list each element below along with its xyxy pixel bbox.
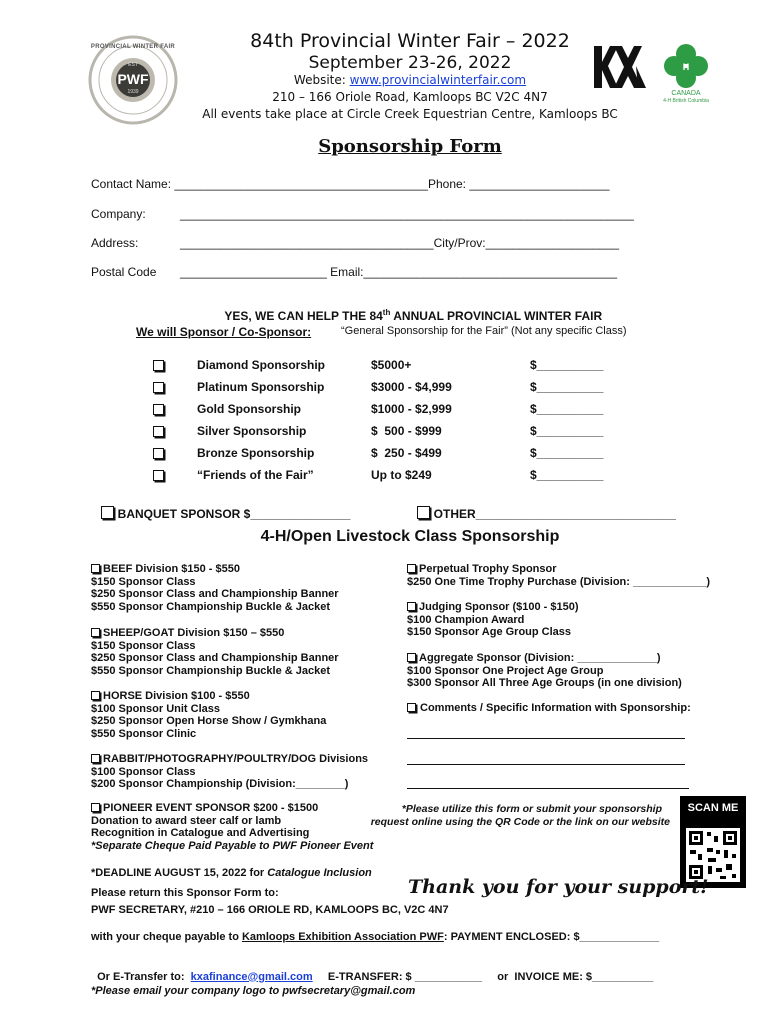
level-amount[interactable]: $__________	[530, 380, 604, 394]
beef-section-heading[interactable]: BEEF Division $150 - $550	[91, 563, 391, 576]
sponsor-intro-label: We will Sponsor / Co-Sponsor:	[136, 325, 312, 339]
pioneer-section-line: Donation to award steer calf or lamb	[91, 814, 282, 827]
checkbox-icon[interactable]	[417, 506, 430, 519]
kxa-logo	[592, 42, 648, 92]
pwf-logo-year: 1939	[127, 89, 139, 95]
level-amount[interactable]: $__________	[530, 358, 604, 372]
return-label: Please return this Sponsor Form to:	[91, 887, 279, 899]
deadline: *DEADLINE AUGUST 15, 2022 for Catalogue Inclusion	[91, 867, 372, 879]
checkbox-icon[interactable]	[407, 602, 416, 611]
level-range: $ 500 - $999	[371, 424, 442, 438]
judging-section-line: $150 Sponsor Age Group Class	[407, 626, 572, 639]
fair-title: 84th Provincial Winter Fair – 2022	[250, 30, 570, 52]
website-label: Website:	[293, 73, 346, 87]
level-name: Bronze Sponsorship	[197, 446, 315, 460]
comments-label[interactable]: Comments / Specific Information with Sponsorship:	[407, 702, 691, 715]
level-amount[interactable]: $__________	[530, 446, 604, 460]
checkbox-icon[interactable]	[407, 703, 416, 712]
website-line	[180, 73, 640, 87]
banquet-sponsor[interactable]: BANQUET SPONSOR $_______________	[94, 492, 350, 521]
sheep-section-heading[interactable]: SHEEP/GOAT Division $150 – $550	[91, 627, 391, 640]
pioneer-section-line: Recognition in Catalogue and Advertising	[91, 827, 310, 840]
level-range: $3000 - $4,999	[371, 380, 452, 394]
level-range: Up to $249	[371, 468, 432, 482]
comments-line-3[interactable]	[407, 788, 689, 789]
checkbox-icon[interactable]	[91, 754, 100, 763]
checkbox-icon[interactable]	[153, 448, 164, 459]
checkbox-icon[interactable]	[153, 382, 164, 393]
perpetual-section-heading[interactable]: Perpetual Trophy Sponsor	[407, 563, 737, 576]
beef-section-line: $250 Sponsor Class and Championship Banner	[91, 588, 339, 601]
checkbox-icon[interactable]	[407, 653, 416, 662]
checkbox-icon[interactable]	[153, 360, 164, 371]
pwf-logo-est: EST	[128, 62, 138, 68]
checkbox-icon[interactable]	[153, 426, 164, 437]
horse-section-heading[interactable]: HORSE Division $100 - $550	[91, 690, 391, 703]
checkbox-icon[interactable]	[91, 691, 100, 700]
sheep-section-line: $550 Sponsor Championship Buckle & Jacket	[91, 664, 331, 677]
company-field[interactable]: ____________________________________________________________________	[180, 207, 634, 221]
horse-section-line: $250 Sponsor Open Horse Show / Gymkhana	[91, 715, 327, 728]
checkbox-icon[interactable]	[153, 404, 164, 415]
level-amount[interactable]: $__________	[530, 468, 604, 482]
yes-heading: YES, WE CAN HELP THE 84th ANNUAL PROVINCIAL WINTER FAIR	[224, 308, 603, 323]
fair-address: 210 – 166 Oriole Road, Kamloops BC V2C 4N7	[272, 90, 548, 104]
pwf-logo-center: PWF	[117, 71, 149, 87]
rabbit-section-line: $100 Sponsor Class	[91, 765, 196, 778]
form-title: Sponsorship Form	[318, 136, 502, 157]
rabbit-section	[91, 753, 391, 791]
horse-section	[91, 690, 391, 740]
comments-line-1[interactable]	[407, 738, 685, 739]
fair-venue: All events take place at Circle Creek Equestrian Centre, Kamloops BC	[202, 107, 618, 121]
address-label: Address:	[91, 236, 139, 250]
judging-section-line: $100 Champion Award	[407, 613, 525, 626]
four-h-sub: 4-H British Columbia	[663, 98, 709, 104]
checkbox-icon[interactable]	[91, 803, 100, 812]
aggregate-section-line: $300 Sponsor All Three Age Groups (in one division)	[407, 677, 682, 690]
judging-section-heading[interactable]: Judging Sponsor ($100 - $150)	[407, 601, 737, 614]
level-name: Platinum Sponsorship	[197, 380, 325, 394]
four-h-logo	[657, 42, 715, 104]
checkbox-icon[interactable]	[91, 628, 100, 637]
return-address: PWF SECRETARY, #210 – 166 ORIOLE RD, KAMLOOPS BC, V2C 4N7	[91, 904, 449, 916]
checkbox-icon[interactable]	[101, 506, 114, 519]
sheep-section-line: $250 Sponsor Class and Championship Banner	[91, 652, 339, 665]
perpetual-section-line: $250 One Time Trophy Purchase (Division: ____________)	[407, 575, 711, 588]
level-name: Diamond Sponsorship	[197, 358, 326, 372]
logo-note: *Please email your company logo to pwfsecretary@gmail.com	[91, 985, 416, 997]
rabbit-section-heading[interactable]: RABBIT/PHOTOGRAPHY/POULTRY/DOG Divisions	[91, 753, 391, 766]
website-link[interactable]: www.provincialwinterfair.com	[349, 73, 527, 87]
sheep-section	[91, 627, 391, 677]
perpetual-section	[407, 563, 737, 588]
checkbox-icon[interactable]	[91, 564, 100, 573]
contact-name-line[interactable]: Contact Name: ______________________________________Phone: _____________________	[91, 177, 610, 191]
aggregate-section-heading[interactable]: Aggregate Sponsor (Division: _____________)	[407, 652, 737, 665]
company-label: Company:	[91, 207, 146, 221]
postal-label: Postal Code	[91, 265, 157, 279]
level-range: $ 250 - $499	[371, 446, 442, 460]
beef-section	[91, 563, 391, 613]
rabbit-section-line: $200 Sponsor Championship (Division:________)	[91, 778, 349, 791]
level-name: Silver Sponsorship	[197, 424, 307, 438]
checkbox-icon[interactable]	[407, 564, 416, 573]
qr-note: *Please utilize this form or submit your sponsorship request online using the QR Code or the link on our website	[370, 803, 670, 828]
level-name: “Friends of the Fair”	[197, 468, 314, 482]
level-amount[interactable]: $__________	[530, 424, 604, 438]
level-amount[interactable]: $__________	[530, 402, 604, 416]
horse-section-line: $550 Sponsor Clinic	[91, 727, 197, 740]
payee: Kamloops Exhibition Association PWF	[241, 931, 444, 943]
postal-email-field[interactable]: ______________________ Email:______________________________________	[180, 265, 618, 279]
comments-line-2[interactable]	[407, 764, 685, 765]
pioneer-section-heading[interactable]: PIONEER EVENT SPONSOR $200 - $1500	[91, 802, 401, 815]
cheque-line: with your cheque payable to Kamloops Exhibition Association PWF: PAYMENT ENCLOSED: $_____________	[91, 931, 660, 943]
address-field[interactable]: ______________________________________City/Prov:____________________	[180, 236, 620, 250]
aggregate-section-line: $100 Sponsor One Project Age Group	[407, 664, 604, 677]
qr-code[interactable]	[680, 796, 746, 888]
sheep-section-line: $150 Sponsor Class	[91, 639, 196, 652]
level-range: $1000 - $2,999	[371, 402, 452, 416]
level-name: Gold Sponsorship	[197, 402, 301, 416]
four-h-country: CANADA	[671, 90, 701, 97]
scan-me-label: SCAN ME	[687, 802, 739, 814]
level-range: $5000+	[371, 358, 412, 372]
other-sponsor[interactable]: OTHER______________________________	[410, 492, 676, 521]
thank-you: Thank you for your support!	[408, 876, 709, 898]
aggregate-section	[407, 652, 737, 690]
sponsor-intro-note: “General Sponsorship for the Fair” (Not any specific Class)	[341, 325, 627, 337]
etransfer-line: Or E-Transfer to: kxafinance@gmail.com E-TRANSFER: $ ___________ or INVOICE ME: $__________	[97, 970, 654, 983]
fair-dates: September 23-26, 2022	[308, 53, 512, 73]
checkbox-icon[interactable]	[153, 470, 164, 481]
beef-section-line: $150 Sponsor Class	[91, 575, 196, 588]
etransfer-email-link[interactable]: kxafinance@gmail.com	[190, 970, 313, 983]
horse-section-line: $100 Sponsor Unit Class	[91, 702, 220, 715]
beef-section-line: $550 Sponsor Championship Buckle & Jacket	[91, 600, 331, 613]
judging-section	[407, 601, 737, 639]
svg-text:H: H	[682, 62, 690, 72]
livestock-title: 4-H/Open Livestock Class Sponsorship	[260, 528, 560, 545]
qr-code-icon	[686, 828, 740, 882]
pioneer-section-line: *Separate Cheque Paid Payable to PWF Pioneer Event	[91, 839, 374, 852]
pwf-logo-ring-text: PROVINCIAL WINTER FAIR	[90, 44, 176, 50]
